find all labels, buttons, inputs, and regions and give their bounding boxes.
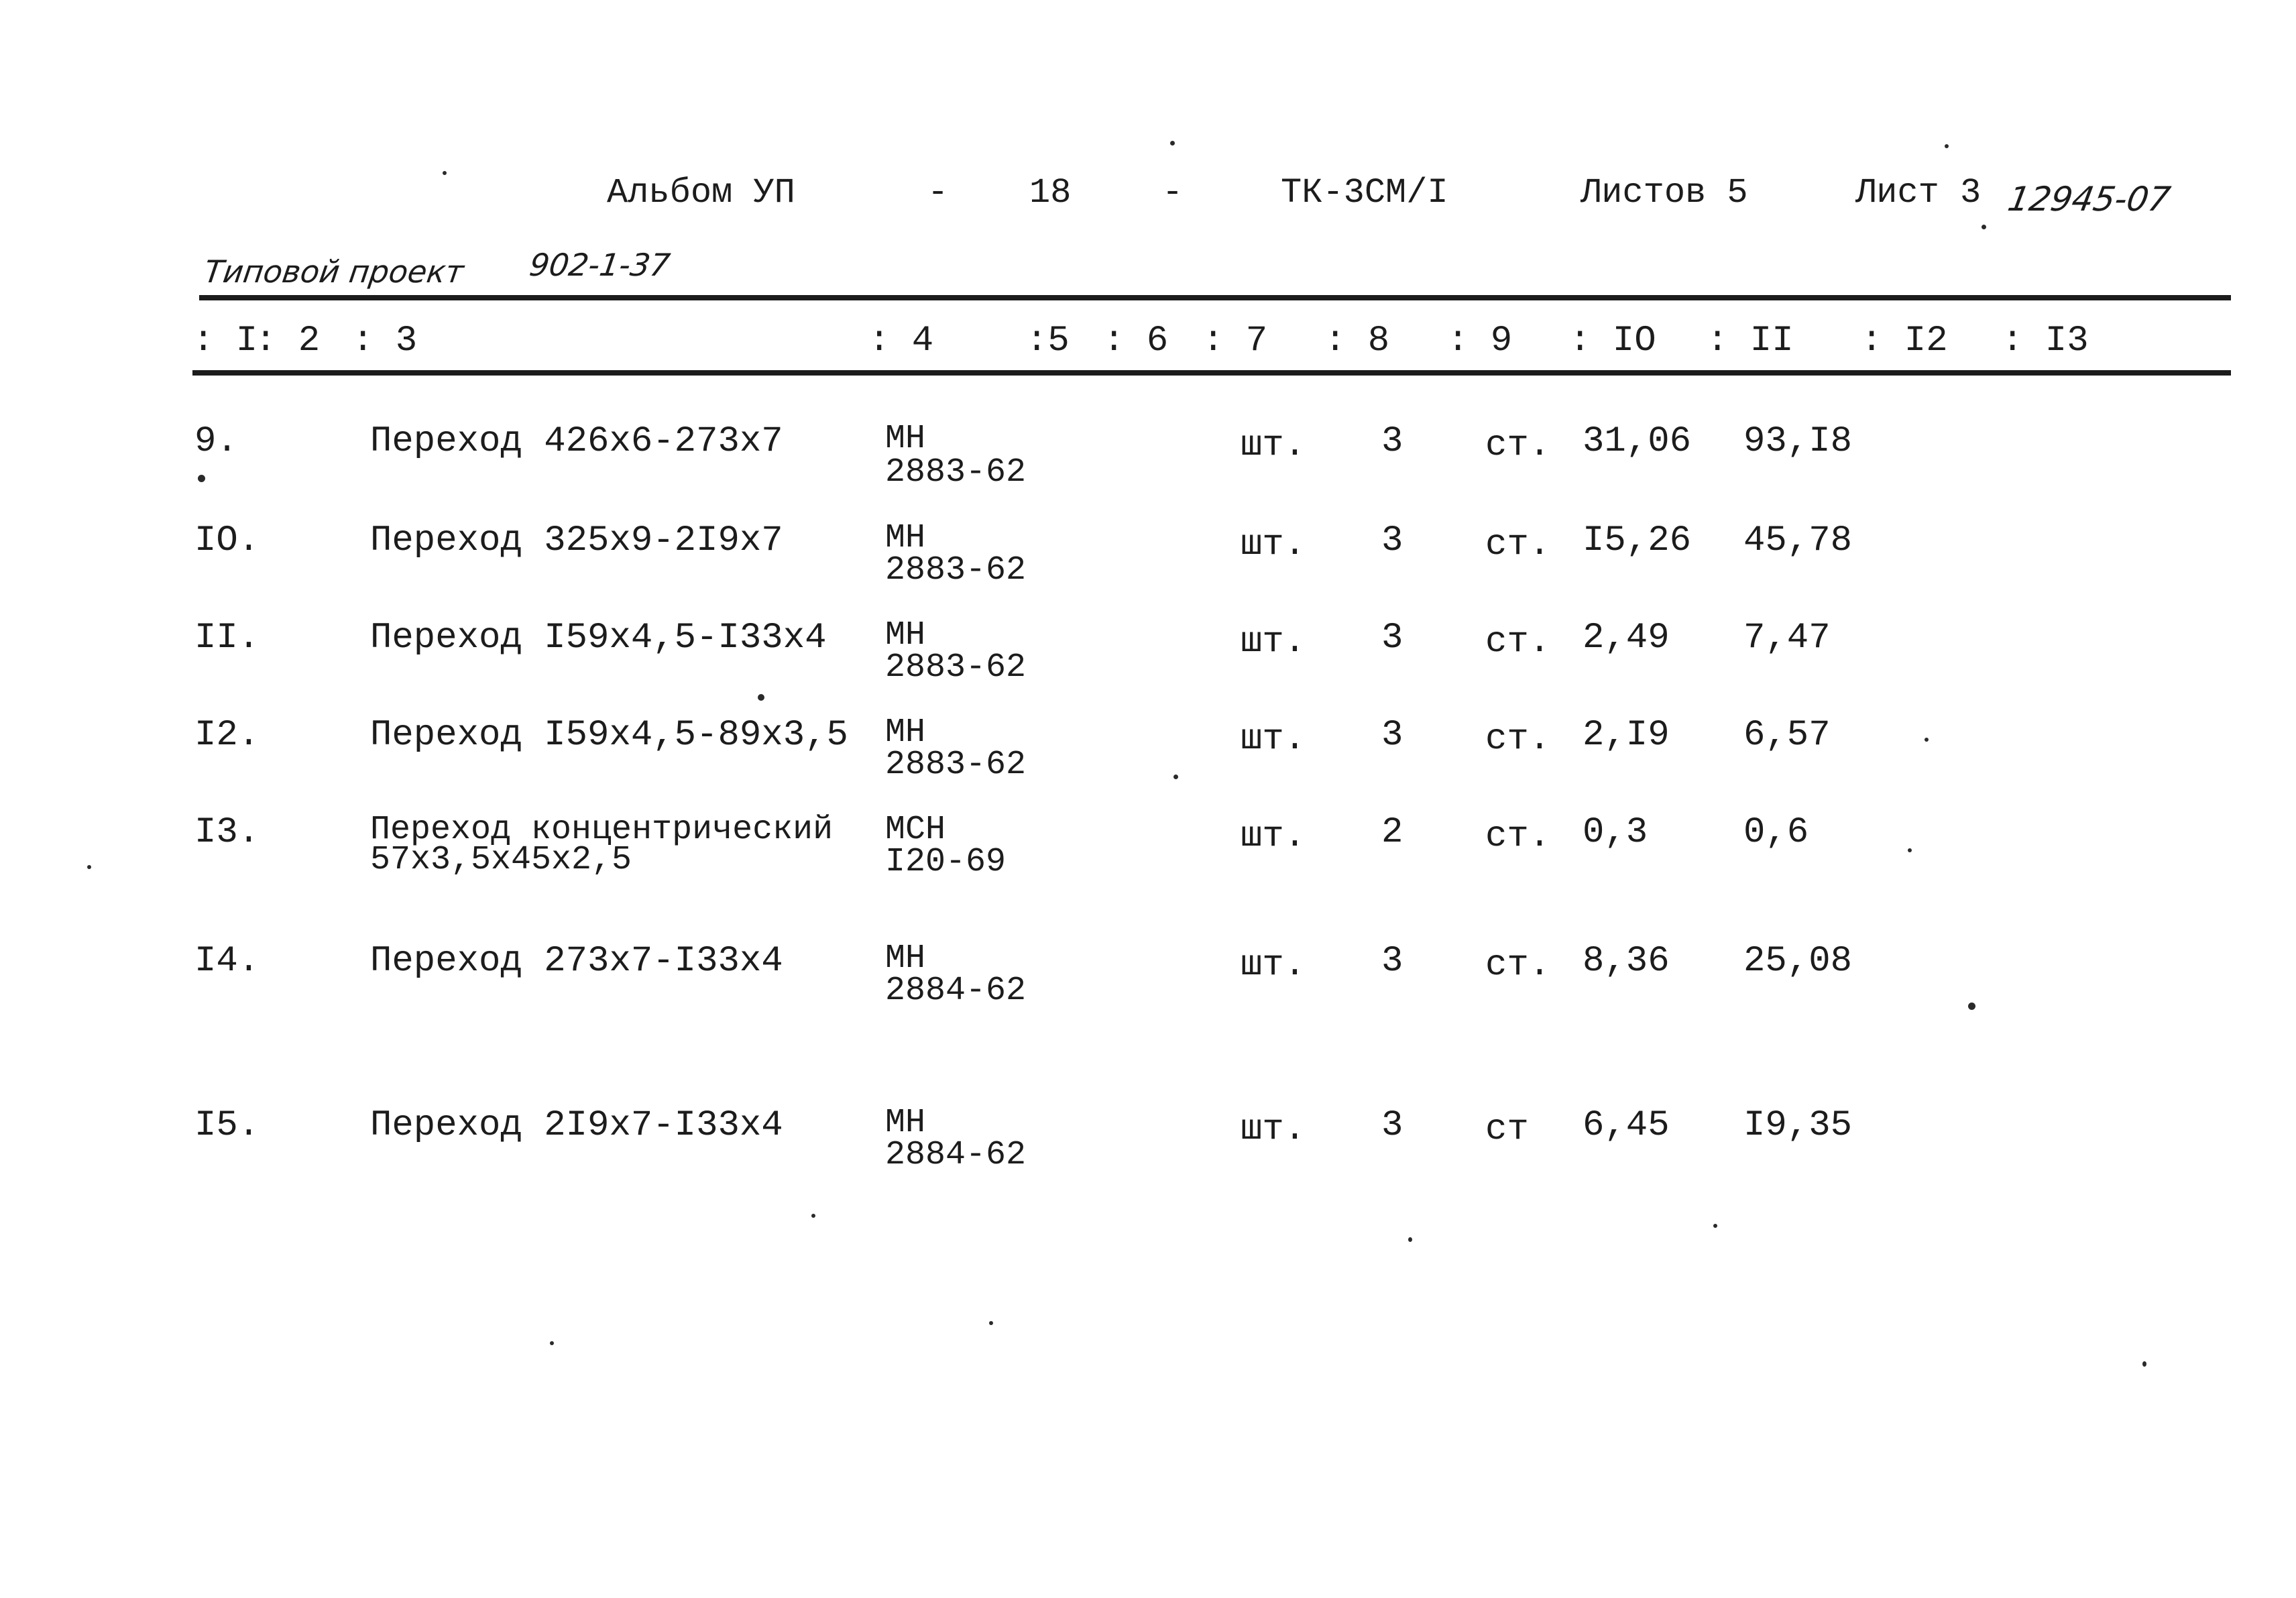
row-number: I4. bbox=[194, 941, 260, 982]
material: ст. bbox=[1485, 945, 1551, 986]
item-name: Переход 273x7-I33x4 bbox=[370, 941, 783, 982]
page-number: 18 bbox=[1029, 173, 1072, 213]
row-number: II. bbox=[194, 618, 260, 659]
scan-speck bbox=[550, 1341, 554, 1345]
inventory-stamp: 12945-07 bbox=[2004, 180, 2173, 219]
scan-speck bbox=[1173, 775, 1178, 779]
unit: шт. bbox=[1241, 622, 1306, 663]
row-number: I2. bbox=[194, 715, 260, 756]
row-number: I3. bbox=[194, 812, 260, 853]
item-name: Переход I59x4,5-I33x4 bbox=[370, 618, 827, 659]
scan-speck bbox=[2142, 1361, 2146, 1367]
sheet-number: Лист 3 bbox=[1855, 173, 1982, 213]
scan-speck bbox=[1968, 1003, 1975, 1010]
total-weight: 7,47 bbox=[1743, 618, 1831, 659]
unit-weight: 2,I9 bbox=[1583, 715, 1670, 756]
scan-speck bbox=[198, 475, 205, 482]
unit: шт. bbox=[1241, 524, 1306, 565]
scan-speck bbox=[1908, 848, 1912, 852]
standard-line-1: МН bbox=[885, 1104, 926, 1142]
unit: шт. bbox=[1241, 816, 1306, 857]
scan-speck bbox=[1982, 225, 1986, 229]
column-number: : 6 bbox=[1103, 321, 1169, 361]
unit-weight: 0,3 bbox=[1583, 812, 1648, 853]
unit: шт. bbox=[1241, 719, 1306, 760]
project-label: Типовой проект bbox=[202, 253, 467, 290]
scan-speck bbox=[1925, 738, 1929, 742]
total-weight: I9,35 bbox=[1743, 1105, 1853, 1146]
scan-speck bbox=[989, 1321, 993, 1325]
total-weight: 45,78 bbox=[1743, 520, 1853, 561]
scan-speck bbox=[758, 694, 764, 701]
unit: шт. bbox=[1241, 1109, 1306, 1150]
material: ст. bbox=[1485, 425, 1551, 466]
unit: шт. bbox=[1241, 945, 1306, 986]
item-name: Переход 325x9-2I9x7 bbox=[370, 520, 783, 561]
scan-speck bbox=[1408, 1237, 1412, 1242]
standard-line-1: МН bbox=[885, 939, 926, 978]
quantity: 2 bbox=[1381, 812, 1403, 853]
material: ст. bbox=[1485, 622, 1551, 663]
scan-speck bbox=[1945, 144, 1949, 148]
total-weight: 93,I8 bbox=[1743, 421, 1853, 462]
scan-speck bbox=[443, 171, 447, 175]
header-dash: - bbox=[1162, 173, 1184, 213]
column-number: : 2 bbox=[255, 321, 321, 361]
item-name: Переход 2I9x7-I33x4 bbox=[370, 1105, 783, 1146]
scan-speck bbox=[87, 865, 91, 869]
item-name: Переход 426x6-273x7 bbox=[370, 421, 783, 462]
quantity: 3 bbox=[1381, 618, 1403, 659]
column-number: : I bbox=[192, 321, 258, 361]
scan-speck bbox=[1170, 141, 1175, 146]
standard-line-2: 2883-62 bbox=[885, 648, 1027, 687]
standard-line-2: 2884-62 bbox=[885, 1136, 1027, 1174]
unit: шт. bbox=[1241, 425, 1306, 466]
scan-speck bbox=[1713, 1224, 1717, 1228]
unit-weight: 8,36 bbox=[1583, 941, 1670, 982]
column-number: : I2 bbox=[1861, 321, 1948, 361]
header-bottom-rule bbox=[192, 370, 2231, 376]
project-number: 902-1-37 bbox=[527, 247, 673, 283]
header-dash: - bbox=[927, 173, 949, 213]
standard-line-1: МН bbox=[885, 519, 926, 557]
item-name: Переход I59x4,5-89x3,5 bbox=[370, 715, 848, 756]
row-number: IO. bbox=[194, 520, 260, 561]
scan-speck bbox=[811, 1214, 815, 1218]
column-number: : 8 bbox=[1324, 321, 1390, 361]
column-number: : II bbox=[1707, 321, 1794, 361]
quantity: 3 bbox=[1381, 421, 1403, 462]
quantity: 3 bbox=[1381, 715, 1403, 756]
total-weight: 0,6 bbox=[1743, 812, 1809, 853]
standard-line-2: 2883-62 bbox=[885, 551, 1027, 589]
standard-line-1: МН bbox=[885, 616, 926, 654]
column-number: :5 bbox=[1026, 321, 1070, 361]
quantity: 3 bbox=[1381, 520, 1403, 561]
quantity: 3 bbox=[1381, 1105, 1403, 1146]
sheet-count: Листов 5 bbox=[1581, 173, 1748, 213]
column-number: : 9 bbox=[1447, 321, 1513, 361]
drawing-code: ТК-3СМ/I bbox=[1281, 173, 1448, 213]
standard-line-1: МН bbox=[885, 420, 926, 458]
column-number: : 3 bbox=[352, 321, 418, 361]
total-weight: 6,57 bbox=[1743, 715, 1831, 756]
column-number: : I3 bbox=[2002, 321, 2089, 361]
column-number: : 4 bbox=[868, 321, 934, 361]
standard-line-1: МН bbox=[885, 714, 926, 752]
unit-weight: 31,06 bbox=[1583, 421, 1692, 462]
unit-weight: I5,26 bbox=[1583, 520, 1692, 561]
unit-weight: 6,45 bbox=[1583, 1105, 1670, 1146]
standard-line-2: 2883-62 bbox=[885, 453, 1027, 492]
top-rule bbox=[199, 295, 2231, 300]
material: ст. bbox=[1485, 816, 1551, 857]
unit-weight: 2,49 bbox=[1583, 618, 1670, 659]
material: ст. bbox=[1485, 524, 1551, 565]
item-name: Переход концентрический bbox=[370, 811, 834, 849]
row-number: I5. bbox=[194, 1105, 260, 1146]
quantity: 3 bbox=[1381, 941, 1403, 982]
standard-line-2: 2883-62 bbox=[885, 746, 1027, 784]
standard-line-2: 2884-62 bbox=[885, 972, 1027, 1010]
material: ст bbox=[1485, 1109, 1529, 1150]
total-weight: 25,08 bbox=[1743, 941, 1853, 982]
standard-line-1: МСН bbox=[885, 811, 946, 849]
row-number: 9. bbox=[194, 421, 238, 462]
item-name-continued: 57x3,5x45x2,5 bbox=[370, 841, 632, 879]
standard-line-2: I20-69 bbox=[885, 843, 1007, 881]
column-number: : 7 bbox=[1202, 321, 1268, 361]
material: ст. bbox=[1485, 719, 1551, 760]
album-label: Альбом УП bbox=[607, 173, 795, 213]
column-number: : IO bbox=[1569, 321, 1656, 361]
